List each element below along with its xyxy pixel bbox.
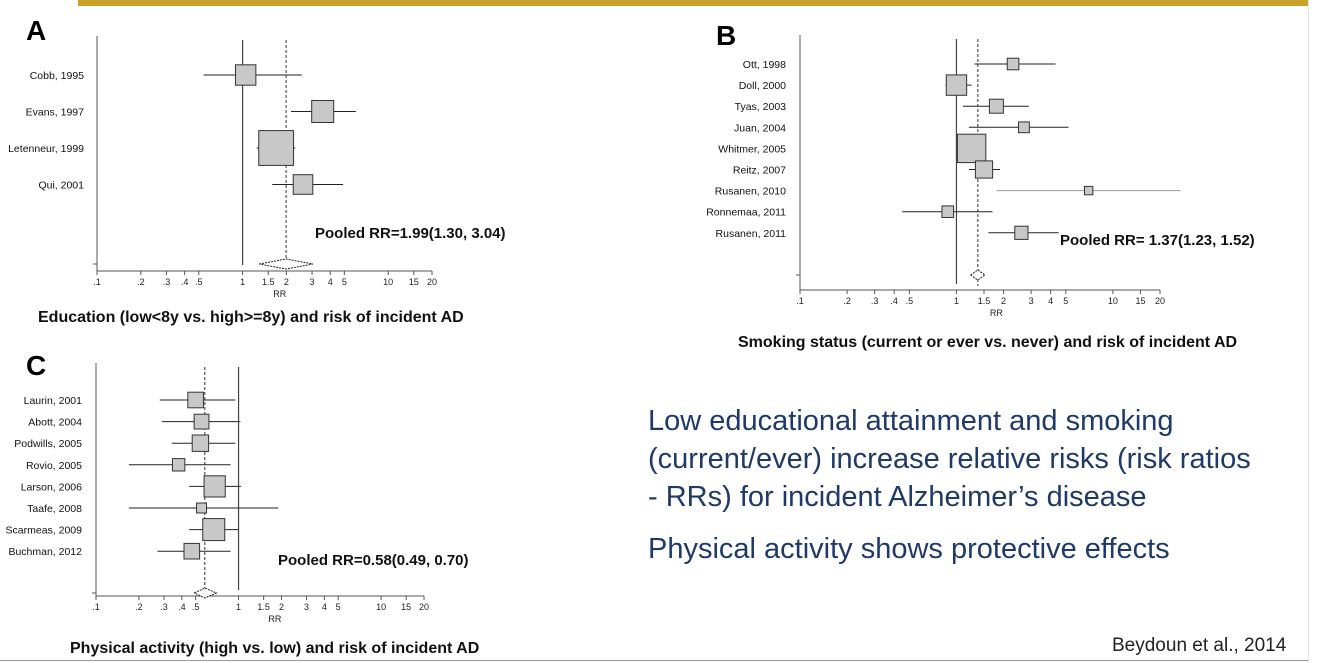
study-box-whitmer-2005 (957, 134, 985, 162)
citation: Beydoun et al., 2014 (1112, 635, 1287, 656)
study-box-ott-1998 (1007, 58, 1019, 70)
study-box-reitz-2007 (975, 161, 992, 178)
study-label-buchman-2012: Buchman, 2012 (8, 546, 82, 559)
x-tick-label: .5 (191, 602, 200, 612)
study-label-ott-1998: Ott, 1998 (742, 59, 786, 71)
pooled-diamond (259, 259, 313, 269)
study-label-juan-2004: Juan, 2004 (734, 122, 786, 135)
study-box-letenneur-1999 (259, 131, 294, 166)
panel-label: C (26, 350, 47, 381)
x-tick-label: .2 (843, 296, 851, 306)
study-label-whitmer-2005: Whitmer, 2005 (718, 143, 786, 156)
x-tick-label: 5 (341, 277, 347, 287)
caption-smoking: Smoking status (current or ever vs. never) and risk of incident AD (738, 334, 1238, 351)
study-box-qui-2001 (293, 175, 313, 195)
study-label-laurin-2001: Laurin, 2001 (23, 395, 82, 407)
study-label-larson-2006: Larson, 2006 (20, 481, 82, 494)
x-tick-label: 15 (401, 602, 412, 612)
study-label-rovio-2005: Rovio, 2005 (25, 459, 82, 472)
study-box-juan-2004 (1019, 122, 1030, 133)
x-tick-label: 20 (426, 277, 438, 287)
study-box-rusanen-2011 (1015, 226, 1028, 239)
bottom-rule (0, 660, 1308, 661)
study-box-evans-1997 (312, 101, 334, 123)
summary-line-1: Low educational attainment and smoking (current/ever) increase relative risks (risk ratios - RRs) for incident Alzheimer’s disease (648, 405, 1251, 513)
x-tick-label: 1 (953, 296, 959, 306)
study-label-reitz-2007: Reitz, 2007 (732, 164, 786, 177)
x-tick-label: .1 (92, 602, 100, 612)
x-axis-label: RR (273, 289, 287, 299)
pooled-rr-label: Pooled RR=0.58(0.49, 0.70) (278, 552, 469, 569)
x-tick-label: 10 (383, 277, 394, 287)
pooled-rr-label: Pooled RR=1.99(1.30, 3.04) (315, 225, 506, 242)
study-box-taafe-2008 (197, 503, 207, 513)
study-label-tyas-2003: Tyas, 2003 (734, 101, 786, 114)
x-tick-label: 10 (1107, 296, 1118, 306)
study-label-rusanen-2010: Rusanen, 2010 (714, 185, 786, 198)
study-box-abott-2004 (194, 414, 209, 429)
forest-plot-education (0, 10, 560, 300)
study-label-doll-2000: Doll, 2000 (738, 80, 786, 93)
study-label-evans-1997: Evans, 1997 (25, 106, 84, 119)
study-label-qui-2001: Qui, 2001 (38, 179, 84, 192)
caption-physical-activity: Physical activity (high vs. low) and risk of incident AD (70, 640, 480, 657)
x-tick-label: 2 (1001, 296, 1007, 306)
x-tick-label: 2 (278, 602, 284, 612)
pooled-diamond (971, 270, 985, 280)
panel-label: A (26, 15, 47, 46)
x-tick-label: 4 (327, 277, 333, 287)
study-box-rovio-2005 (172, 459, 184, 471)
study-label-podwills-2005: Podwills, 2005 (14, 438, 82, 451)
x-tick-label: .3 (870, 296, 879, 306)
caption-education: Education (low<8y vs. high>=8y) and risk of incident AD (38, 309, 464, 326)
summary-text (648, 402, 1268, 582)
study-label-abott-2004: Abott, 2004 (28, 416, 82, 429)
summary-line-2: Physical activity shows protective effects (648, 533, 1170, 565)
x-tick-label: 1.5 (261, 277, 275, 287)
x-tick-label: .2 (137, 277, 145, 287)
slide-right-edge (1308, 0, 1324, 663)
x-tick-label: 10 (376, 602, 387, 612)
study-box-tyas-2003 (989, 99, 1003, 113)
x-tick-label: 15 (1135, 296, 1146, 306)
study-box-scarmeas-2009 (203, 519, 225, 541)
panel-label: B (716, 20, 737, 51)
x-tick-label: 3 (309, 277, 315, 287)
x-tick-label: .4 (180, 277, 189, 287)
study-box-buchman-2012 (184, 543, 200, 559)
x-tick-label: 2 (283, 277, 289, 287)
study-label-cobb-1995: Cobb, 1995 (29, 70, 84, 82)
x-tick-label: 1.5 (977, 296, 991, 306)
study-label-taafe-2008: Taafe, 2008 (27, 503, 82, 515)
study-box-podwills-2005 (192, 435, 208, 451)
study-box-ronnemaa-2011 (942, 206, 954, 218)
x-tick-label: 3 (1028, 296, 1034, 306)
top-accent-bar (78, 0, 1308, 6)
x-axis-label: RR (268, 614, 282, 624)
x-tick-label: .2 (135, 602, 143, 612)
x-tick-label: 3 (304, 602, 310, 612)
x-tick-label: 1 (240, 277, 246, 287)
x-tick-label: 5 (335, 602, 341, 612)
x-tick-label: .4 (890, 296, 898, 306)
forest-plot-smoking (690, 15, 1305, 320)
study-label-scarmeas-2009: Scarmeas, 2009 (5, 524, 82, 537)
x-tick-label: .5 (905, 296, 914, 306)
x-tick-label: .5 (195, 277, 203, 287)
x-axis-label: RR (989, 308, 1003, 318)
x-tick-label: 15 (408, 277, 419, 287)
x-tick-label: 1.5 (257, 602, 270, 612)
study-label-ronnemaa-2011: Ronnemaa, 2011 (706, 206, 786, 219)
x-tick-label: .3 (160, 602, 168, 612)
x-tick-label: 1 (236, 602, 242, 612)
x-tick-label: .3 (162, 277, 171, 287)
x-tick-label: 4 (321, 602, 327, 612)
study-box-laurin-2001 (188, 392, 204, 408)
x-tick-label: 20 (418, 602, 430, 612)
study-box-rusanen-2010 (1084, 186, 1092, 194)
x-tick-label: 20 (1154, 296, 1166, 306)
x-tick-label: .4 (178, 602, 186, 612)
x-tick-label: 5 (1063, 296, 1069, 306)
study-label-letenneur-1999: Letenneur, 1999 (8, 143, 84, 155)
x-tick-label: 4 (1048, 296, 1054, 306)
pooled-rr-label: Pooled RR= 1.37(1.23, 1.52) (1060, 232, 1255, 249)
study-label-rusanen-2011: Rusanen, 2011 (715, 227, 786, 240)
x-tick-label: .1 (796, 296, 804, 306)
study-box-larson-2006 (204, 476, 225, 497)
study-box-cobb-1995 (235, 65, 255, 85)
forest-plot-physical-activity (0, 345, 560, 635)
x-tick-label: .1 (93, 277, 101, 287)
study-box-doll-2000 (946, 75, 966, 95)
